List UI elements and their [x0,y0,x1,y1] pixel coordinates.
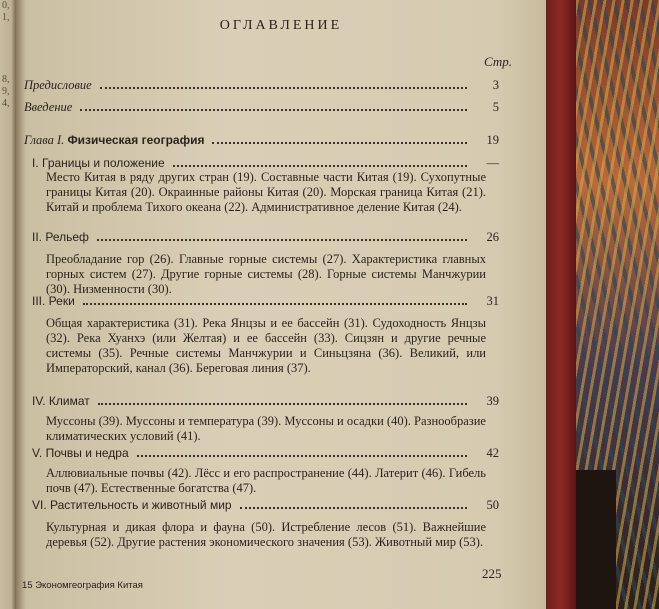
chapter-entry [24,133,499,148]
dot-leader [97,239,467,241]
dot-leader [83,303,467,305]
book-binding [546,0,576,609]
entry-page: 42 [486,446,499,460]
section-label: V. Почвы и недра [32,446,129,460]
section-entry [32,156,499,171]
margin-fragment: 4, [2,98,10,109]
entry-label: Введение [24,100,73,114]
margin-fragment: 8, [2,74,10,85]
section-contents: Преобладание гор (26). Главные горные системы (27). Характеристика главных горных систем (27). Другие горные системы (28). Горные системы Манчжурии (30). Низменности (30). [46,252,486,296]
section-label: VI. Растительность и животный мир [32,498,232,512]
page-title: ОГЛАВЛЕНИЕ [219,18,343,33]
toc-entry [24,100,499,115]
entry-page: 5 [492,100,499,114]
book-page [16,0,546,609]
dot-leader [240,507,467,509]
entry-page: 19 [486,133,499,147]
entry-page: 39 [486,394,499,408]
entry-page: 31 [486,294,499,308]
dot-leader [173,165,467,167]
chapter-prefix: Глава I. [24,133,65,147]
previous-page-edge [0,0,16,609]
section-label: IV. Климат [32,394,90,408]
section-contents: Культурная и дикая флора и фауна (50). Истребление лесов (51). Важнейшие деревья (52). Другие растения экономического значения (53). Животный мир (53). [46,520,486,549]
section-entry [32,446,499,461]
page-column-header: Стр. [484,54,512,69]
dot-leader [137,455,467,457]
entry-page: 3 [492,78,499,92]
section-label: II. Рельеф [32,230,89,244]
leather-corner [576,470,616,609]
entry-page: 50 [486,498,499,512]
section-label: III. Реки [32,294,75,308]
section-contents: Общая характеристика (31). Река Янцзы и ее бассейн (31). Судоходность Янцзы (32). Река Хуанхэ (или Желтая) и ее бассейн (33). Сицзян и другие речные системы (35). Речные системы Манчжурии и Синьцзяна (36). Великий, или Императорский, канал (36). Береговая линия (37). [46,316,486,375]
margin-fragment: 0, [2,0,10,11]
toc-entry [24,78,499,93]
chapter-label: Физическая география [67,133,205,147]
marbled-cover [576,0,659,609]
dot-leader [80,109,467,111]
margin-fragment: 1, [2,12,10,23]
section-entry [32,498,499,513]
dot-leader [98,403,467,405]
page-number: 225 [482,566,502,581]
section-entry [32,230,499,245]
section-contents: Место Китая в ряду других стран (19). Составные части Китая (19). Сухопутные границы Китая (20). Окраинные районы Китая (20). Морская граница Китая (21). Китай и проблема Тихого океана (22). Административное деление Китая (24). [46,170,486,214]
margin-fragment: 9, [2,86,10,97]
entry-label: Предисловие [24,78,92,92]
section-contents: Аллювиальные почвы (42). Лёсс и его распространение (44). Латерит (46). Гибель почв (47). Естественные богатства (47). [46,466,486,495]
section-contents: Муссоны (39). Муссоны и температура (39). Муссоны и осадки (40). Разнообразие климатических условий (41). [46,414,486,443]
entry-page: 26 [486,230,499,244]
section-label: I. Границы и положение [32,156,165,170]
section-entry [32,294,499,309]
printer-signature: 15 Экономгеография Китая [22,580,143,591]
dot-leader [212,142,467,144]
dot-leader [100,87,467,89]
section-entry [32,394,499,409]
entry-page: — [486,156,499,170]
